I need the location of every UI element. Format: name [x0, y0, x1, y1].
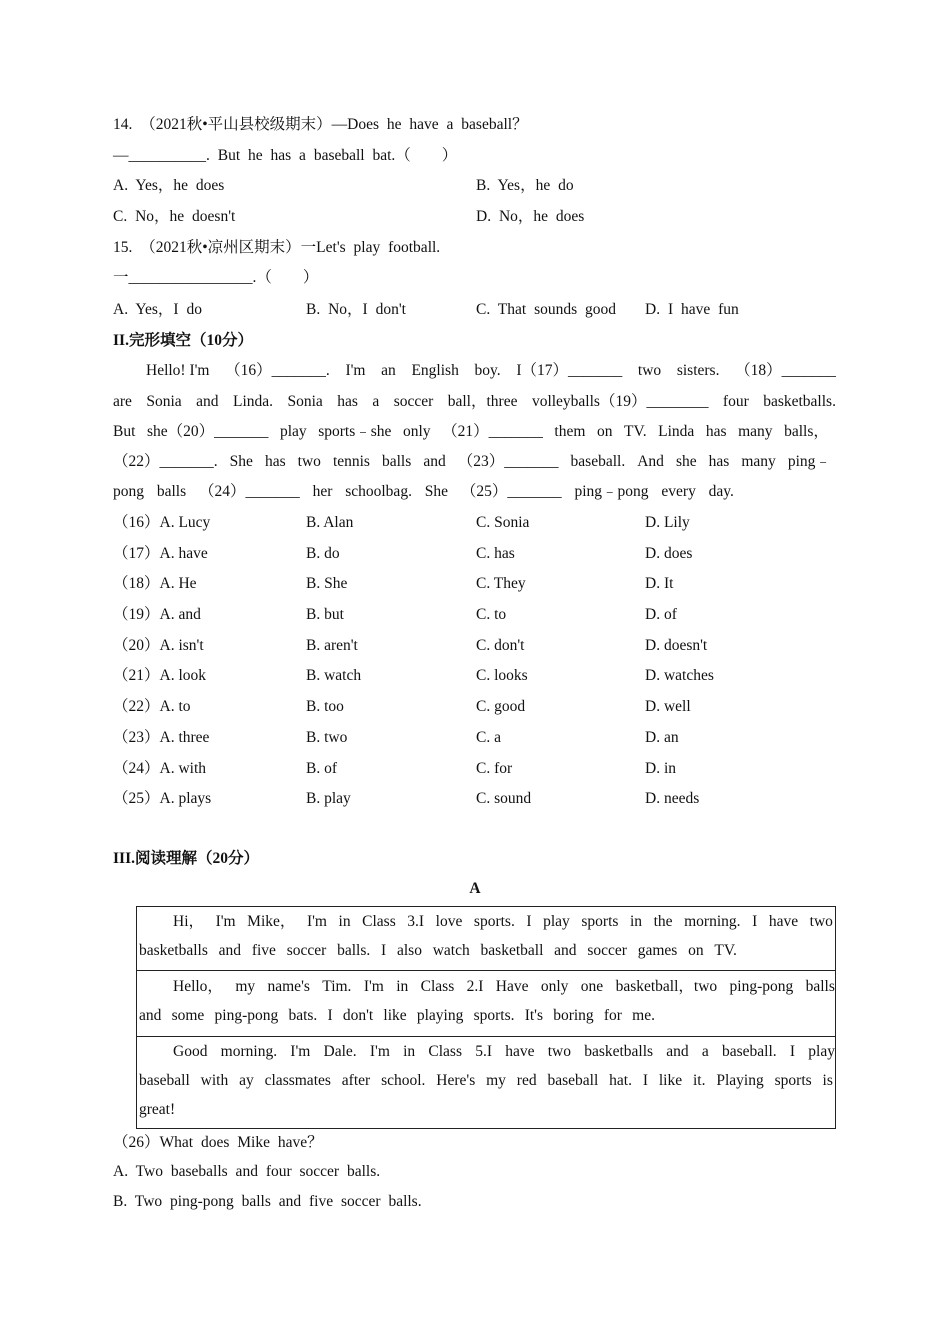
word: her	[312, 483, 333, 500]
word: have	[768, 913, 799, 930]
word: in	[338, 913, 351, 930]
cloze-q23-option-a[interactable]: （23）A. three	[113, 729, 210, 746]
word: boy.	[474, 362, 501, 379]
word: morning.	[220, 1043, 278, 1060]
word: Linda	[658, 423, 695, 440]
passage-line	[139, 941, 737, 961]
word: I（17）_______	[516, 362, 623, 379]
word: basketball，two	[615, 978, 718, 995]
word: ball，three	[447, 393, 518, 410]
word: sisters.	[676, 362, 720, 379]
word: many	[738, 423, 773, 440]
word: And	[637, 453, 664, 470]
cloze-q20-option-c[interactable]: C. don't	[476, 637, 525, 654]
word: balls	[382, 453, 412, 470]
cloze-q18-option-a[interactable]: （18）A. He	[113, 575, 197, 592]
passage-line	[139, 1071, 833, 1091]
word: ay	[239, 1072, 254, 1089]
word: with	[200, 1072, 229, 1089]
word: it.	[693, 1072, 706, 1089]
word: has	[264, 453, 286, 470]
word: on	[596, 423, 613, 440]
word: Have	[495, 978, 529, 995]
word: she	[675, 453, 697, 470]
cloze-q17-option-c[interactable]: C. has	[476, 545, 515, 562]
word: and	[139, 1007, 162, 1024]
word: is	[822, 1072, 833, 1089]
cloze-q22-option-d[interactable]: D. well	[645, 698, 691, 715]
word: in	[403, 1043, 416, 1060]
word: five	[251, 942, 276, 959]
q14-option-c[interactable]: C. No，he doesn't	[113, 208, 236, 225]
word: are	[113, 393, 132, 410]
word: I'm	[369, 1043, 390, 1060]
word: Hello! I'm	[146, 362, 210, 379]
word: It's	[524, 1007, 543, 1024]
word: and	[218, 942, 242, 959]
word: Linda.	[232, 393, 274, 410]
word: two	[809, 913, 833, 930]
word: schoolbag.	[345, 483, 412, 500]
word: volleyballs（19）________	[531, 393, 709, 410]
word: a	[372, 393, 380, 410]
word: Class	[428, 1043, 462, 1060]
word: But	[113, 423, 136, 440]
cloze-q24-option-b[interactable]: B. of	[306, 760, 337, 777]
word: only	[540, 978, 569, 995]
word: Hi，	[173, 913, 205, 930]
cloze-q19-option-a[interactable]: （19）A. and	[113, 606, 201, 623]
word: have	[505, 1043, 535, 1060]
word: sports	[774, 1072, 812, 1089]
q14-reply: —__________. But he has a baseball bat.（ ）	[113, 147, 458, 164]
cloze-q23-option-b[interactable]: B. two	[306, 729, 348, 746]
q15-reply: 一________________.（ ）	[113, 269, 319, 286]
q14-option-b[interactable]: B. Yes，he do	[476, 177, 574, 194]
cloze-q19-option-b[interactable]: B. but	[306, 606, 344, 623]
word: on	[688, 942, 704, 959]
word: tennis	[332, 453, 370, 470]
word: balls	[805, 978, 835, 995]
cloze-q19-option-c[interactable]: C. to	[476, 606, 507, 623]
word: （23）_______	[457, 453, 559, 470]
word: 2.I	[466, 978, 484, 995]
cloze-q22-option-a[interactable]: （22）A. to	[113, 698, 191, 715]
word: play	[808, 1043, 835, 1060]
word: has	[705, 423, 727, 440]
q26-stem: （26）What does Mike have？	[113, 1134, 323, 1151]
section-2-title: II.完形填空（10分）	[113, 332, 253, 349]
word: balls.	[337, 942, 371, 959]
word: like	[658, 1072, 683, 1089]
word: 5.I	[475, 1043, 493, 1060]
word: baseball	[547, 1072, 599, 1089]
word: ping-pong	[729, 978, 794, 995]
reading-passages-table	[136, 906, 836, 1129]
word: （16）_______.	[225, 362, 330, 379]
passage-line	[139, 1100, 833, 1120]
word: play	[279, 423, 307, 440]
word: she（20）_______	[146, 423, 269, 440]
cloze-q16-option-c[interactable]: C. Sonia	[476, 514, 530, 531]
word: hat.	[609, 1072, 632, 1089]
word: one	[580, 978, 604, 995]
cloze-q19-option-d[interactable]: D. of	[645, 606, 677, 623]
word: day.	[708, 483, 734, 500]
cloze-q21-option-c[interactable]: C. looks	[476, 667, 528, 684]
word: in	[629, 913, 643, 930]
word: I'm	[215, 913, 236, 930]
word: soccer	[393, 393, 434, 410]
cloze-q21-option-a[interactable]: （21）A. look	[113, 667, 207, 684]
word: I	[642, 1072, 648, 1089]
cloze-q21-option-b[interactable]: B. watch	[306, 667, 362, 684]
cloze-q18-option-d[interactable]: D. It	[645, 575, 674, 592]
q15-option-d[interactable]: D. I have fun	[645, 301, 739, 318]
word: two	[637, 362, 662, 379]
word: Sonia	[146, 393, 182, 410]
word: me.	[632, 1007, 655, 1024]
cloze-q25-option-a[interactable]: （25）A. plays	[113, 790, 212, 807]
word: love	[435, 913, 463, 930]
word: 3.I	[407, 913, 425, 930]
cloze-q18-option-b[interactable]: B. She	[306, 575, 348, 592]
word: balls，	[784, 423, 829, 440]
cloze-q24-option-d[interactable]: D. in	[645, 760, 676, 777]
word: balls	[156, 483, 187, 500]
cloze-line-1	[146, 361, 836, 381]
word: baseball.	[722, 1043, 777, 1060]
cloze-q20-option-b[interactable]: B. aren't	[306, 637, 358, 654]
word: don't	[342, 1007, 374, 1024]
word: basketball	[480, 942, 544, 959]
section-3-title: III.阅读理解（20分）	[113, 850, 259, 867]
word: Playing	[716, 1072, 764, 1089]
passage-line	[139, 1006, 655, 1026]
word: them	[554, 423, 586, 440]
reading-part-label: A	[469, 880, 481, 897]
word: for	[603, 1007, 622, 1024]
word: has	[708, 453, 730, 470]
word: ping-pong	[214, 1007, 279, 1024]
word: has	[337, 393, 358, 410]
word: I'm	[363, 978, 384, 995]
word: I	[327, 1007, 333, 1024]
word: I	[752, 913, 758, 930]
word: She	[424, 483, 449, 500]
word: morning.	[684, 913, 741, 930]
cloze-line-5	[113, 482, 734, 502]
word: play	[543, 913, 570, 930]
word: playing	[416, 1007, 464, 1024]
cloze-q23-option-c[interactable]: C. a	[476, 729, 501, 746]
word: basketballs	[139, 942, 208, 959]
passage-line	[173, 1042, 835, 1062]
cloze-q20-option-a[interactable]: （20）A. isn't	[113, 637, 204, 654]
word: Mike，	[247, 913, 296, 930]
word: Sonia	[287, 393, 323, 410]
word: I'm	[306, 913, 327, 930]
cloze-q22-option-b[interactable]: B. too	[306, 698, 344, 715]
word: many	[741, 453, 776, 470]
word: Hello，	[173, 978, 223, 995]
word: I	[526, 913, 532, 930]
cloze-q17-option-d[interactable]: D. does	[645, 545, 693, 562]
word: I'm	[290, 1043, 311, 1060]
passage-tim	[137, 971, 835, 1037]
cloze-q25-option-d[interactable]: D. needs	[645, 790, 700, 807]
q14-stem: 14. （2021秋•平山县校级期末）—Does he have a baseball？	[113, 116, 528, 133]
cloze-q22-option-c[interactable]: C. good	[476, 698, 526, 715]
word: （22）_______.	[113, 453, 218, 470]
word: games	[637, 942, 678, 959]
cloze-q25-option-c[interactable]: C. sound	[476, 790, 532, 807]
word: bats.	[288, 1007, 318, 1024]
word: like	[383, 1007, 407, 1024]
word: pong	[113, 483, 144, 500]
word: I	[381, 942, 387, 959]
word: name's	[267, 978, 310, 995]
word: （18）_______	[735, 362, 836, 379]
word: English	[411, 362, 459, 379]
word: classmates	[264, 1072, 331, 1089]
cloze-line-4	[113, 452, 831, 472]
word: sports	[581, 913, 619, 930]
cloze-q17-option-b[interactable]: B. do	[306, 545, 340, 562]
cloze-q16-option-b[interactable]: B. Alan	[306, 514, 354, 531]
word: Class	[362, 913, 396, 930]
word: an	[381, 362, 396, 379]
word: and	[554, 942, 577, 959]
word: Dale.	[323, 1043, 357, 1060]
word: Here's	[436, 1072, 476, 1089]
cloze-q16-option-d[interactable]: D. Lily	[645, 514, 690, 531]
cloze-q18-option-c[interactable]: C. They	[476, 575, 526, 592]
cloze-line-2	[113, 392, 836, 412]
word: Tim.	[322, 978, 352, 995]
word: great!	[139, 1101, 176, 1118]
word: watch	[432, 942, 470, 959]
word: Good	[173, 1043, 208, 1060]
word: soccer	[587, 942, 627, 959]
word: I	[789, 1043, 796, 1060]
cloze-q16-option-a[interactable]: （16）A. Lucy	[113, 514, 211, 531]
word: sports﹣she	[318, 423, 392, 440]
word: ping﹣pong	[574, 483, 649, 500]
cloze-q23-option-d[interactable]: D. an	[645, 729, 679, 746]
word: red	[516, 1072, 537, 1089]
cloze-q21-option-d[interactable]: D. watches	[645, 667, 714, 684]
word: （24）_______	[198, 483, 300, 500]
word: soccer	[286, 942, 327, 959]
word: and	[423, 453, 446, 470]
q15-option-b[interactable]: B. No，I don't	[306, 301, 406, 318]
passage-line	[173, 912, 833, 932]
word: my	[486, 1072, 506, 1089]
word: TV.	[714, 942, 737, 959]
word: after	[341, 1072, 371, 1089]
word: baseball.	[570, 453, 626, 470]
q26-option-b[interactable]: B. Two ping-pong balls and five soccer balls.	[113, 1193, 422, 1210]
q14-option-a[interactable]: A. Yes，he does	[113, 177, 225, 194]
q15-option-a[interactable]: A. Yes，I do	[113, 301, 202, 318]
word: four	[722, 393, 749, 410]
passage-mike	[137, 907, 835, 971]
word: also	[396, 942, 422, 959]
cloze-q20-option-d[interactable]: D. doesn't	[645, 637, 708, 654]
word: basketballs	[584, 1043, 654, 1060]
word: only	[402, 423, 431, 440]
cloze-q24-option-a[interactable]: （24）A. with	[113, 760, 207, 777]
word: I'm	[345, 362, 366, 379]
word: ping﹣	[787, 453, 831, 470]
word: （25）_______	[460, 483, 562, 500]
word: sports.	[473, 913, 515, 930]
word: basketballs.	[763, 393, 836, 410]
word: and	[666, 1043, 689, 1060]
word: in	[396, 978, 409, 995]
word: sports.	[473, 1007, 515, 1024]
word: （21）_______	[442, 423, 543, 440]
word: two	[297, 453, 321, 470]
word: boring	[553, 1007, 594, 1024]
q15-stem: 15. （2021秋•凉州区期末）一Let's play football.	[113, 239, 441, 256]
word: my	[235, 978, 256, 995]
cloze-line-3	[113, 422, 829, 442]
word: some	[171, 1007, 205, 1024]
q15-option-c[interactable]: C. That sounds good	[476, 301, 617, 318]
word: two	[547, 1043, 571, 1060]
word: baseball	[139, 1072, 190, 1089]
word: Class	[420, 978, 455, 995]
word: every	[661, 483, 696, 500]
word: a	[701, 1043, 709, 1060]
q26-option-a[interactable]: A. Two baseballs and four soccer balls.	[113, 1163, 381, 1180]
word: She	[229, 453, 253, 470]
word: TV.	[624, 423, 647, 440]
cloze-q17-option-a[interactable]: （17）A. have	[113, 545, 208, 562]
word: school.	[381, 1072, 426, 1089]
word: the	[653, 913, 673, 930]
q14-option-d[interactable]: D. No，he does	[476, 208, 585, 225]
passage-line	[173, 977, 835, 997]
passage-dale	[137, 1037, 835, 1129]
word: and	[196, 393, 219, 410]
cloze-q25-option-b[interactable]: B. play	[306, 790, 351, 807]
cloze-q24-option-c[interactable]: C. for	[476, 760, 513, 777]
